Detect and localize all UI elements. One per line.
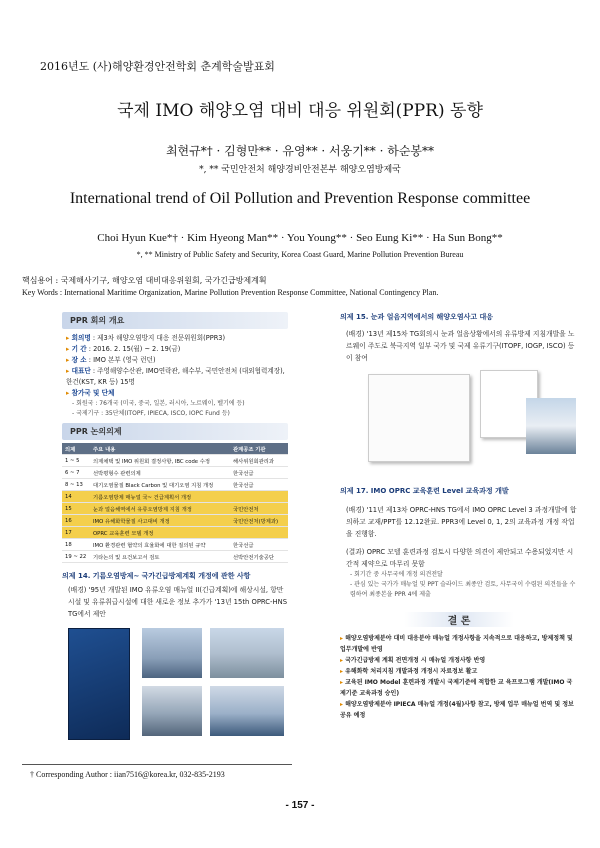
participants-list bbox=[62, 399, 288, 419]
agenda-cell-o: 국민안전처(방제과) bbox=[230, 515, 288, 527]
agenda-row bbox=[62, 479, 288, 491]
agenda-cell-no: 6 ~ 7 bbox=[62, 467, 90, 479]
overview-item-key: 기 간 bbox=[71, 345, 87, 353]
agenda-cell-c: 기타논의 및 요건보고서 검토 bbox=[90, 551, 230, 563]
overview-item-key: 대표단 bbox=[71, 367, 91, 375]
agenda14-title: 의제 14. 기름오염방제~ 국가긴급방제계획 개정에 관한 사항 bbox=[62, 572, 251, 580]
korean-affiliation: *, ** 국민안전처 해양경비안전본부 해양오염방제국 bbox=[199, 165, 401, 175]
overview-item-value: 주영해양수산관, IMO연락관, 해수부, 국민안전처 (대외협력계장), 한건(KST, KR 등) 15명 bbox=[66, 367, 285, 386]
agenda15-text: (배경) '13년 제15차 TG회의시 눈과 얼음상황에서의 유류방제 지침개발을 노르웨이 주도로 북극지역 일부 국가 및 국제 유류기구(ITOPF, IOGP, ISCO) 등이 참여 bbox=[346, 330, 575, 362]
overview-item: ▸ 참가국 및 단체 bbox=[66, 389, 115, 397]
agenda-cell-o bbox=[230, 491, 288, 503]
bullet-icon: ▸ bbox=[340, 635, 346, 642]
conclusion-item-text: 교육된 IMO Model 훈련과정 개발시 국제기준에 적합한 교 육프로그램 개발(IMO 국제기준 교육과정 승인) bbox=[340, 679, 573, 697]
agenda14-figures bbox=[62, 624, 288, 742]
participants-orgs: - 국제기구 : 35단체(ITOPF, IPIECA, ISCO, IOPC Fund 등) bbox=[72, 410, 230, 417]
conclusion-item bbox=[340, 655, 578, 666]
left-panel bbox=[62, 312, 288, 752]
overview-item-key: 참가국 및 단체 bbox=[71, 389, 115, 397]
overview-item: ▸ 기 간 : 2016. 2. 15(월) ~ 2. 19(금) bbox=[66, 345, 181, 353]
agenda-header-content: 주요 내용 bbox=[90, 443, 230, 455]
agenda-cell-o: 선박안전기술공단 bbox=[230, 551, 288, 563]
agenda-row bbox=[62, 515, 288, 527]
conclusion-item bbox=[340, 699, 578, 721]
agenda-cell-no: 17 bbox=[62, 527, 90, 539]
guideline-document-image bbox=[368, 374, 470, 462]
conclusion-item bbox=[340, 666, 578, 677]
overview-item: ▸ 대표단 : 주영해양수산관, IMO연락관, 해수부, 국민안전처 (대외협력계장), 한건(KST, KR 등) 15명 bbox=[66, 367, 285, 386]
right-panel bbox=[340, 312, 578, 752]
footnote-divider bbox=[22, 764, 292, 765]
ice-response-photo bbox=[526, 398, 576, 454]
agenda-cell-o: 해사위원회관리과 bbox=[230, 455, 288, 467]
agenda17-background: (배경) '11년 제13차 OPRC-HNS TG에서 IMO OPRC Level 3 과정개발에 합의하고 교재/PPT를 12.12완료. PPR3에 Level 0, 1, 2의 교육과정 개정 작업을 진행함. bbox=[346, 506, 577, 538]
manual-cover-image bbox=[68, 628, 130, 740]
agenda-title: PPR 논의의제 bbox=[62, 423, 288, 440]
tanks-photo bbox=[210, 628, 284, 678]
agenda-cell-no: 18 bbox=[62, 539, 90, 551]
overview-list bbox=[62, 333, 288, 399]
english-title: International trend of Oil Pollution and Prevention Response committee bbox=[69, 190, 531, 207]
conclusion-item-text: 해양오염방제분야 대비 대응분야 매뉴얼 개정사항을 지속적으로 대응하고, 방제정책 및 업무개발에 반영 bbox=[340, 635, 573, 653]
agenda17-sub-1: - 회기간 중 사무국에 개정 의견전달 bbox=[350, 571, 443, 578]
agenda17-result: (결과) OPRC 모델 훈련과정 검토시 다양한 의견이 제안되고 수용되었지만 시간적 제약으로 마무리 못함 bbox=[346, 548, 574, 568]
agenda-cell-no: 19 ~ 22 bbox=[62, 551, 90, 563]
overview-item: ▸ 회의명 : 제3차 해양오염방지 대응 전문위원회(PPR3) bbox=[66, 334, 226, 342]
korean-keywords: 핵심용어 : 국제해사기구, 해양오염 대비대응위원회, 국가긴급방제계획 bbox=[22, 276, 267, 285]
agenda-cell-no: 1 ~ 5 bbox=[62, 455, 90, 467]
agenda17-title: 의제 17. IMO OPRC 교육훈련 Level 교육과정 개발 bbox=[340, 487, 509, 495]
footnote: † Corresponding Author : iian7516@korea.kr, 032-835-2193 bbox=[30, 770, 225, 779]
agenda-cell-c: OPRC 교육훈련 모델 개정 bbox=[90, 527, 230, 539]
overview-item: ▸ 장 소 : IMO 본부 (영국 런던) bbox=[66, 356, 156, 364]
conference-header: 2016년도 (사)해양환경안전학회 춘계학술발표회 bbox=[40, 60, 275, 73]
bullet-icon: ▸ bbox=[340, 701, 346, 708]
agenda-row bbox=[62, 551, 288, 563]
agenda-row bbox=[62, 539, 288, 551]
bullet-icon: ▸ bbox=[340, 679, 346, 686]
agenda-cell-c: IMO 유해화학물질 사고대비 개정 bbox=[90, 515, 230, 527]
agenda-cell-o: 한국선급 bbox=[230, 467, 288, 479]
agenda-header-org: 관계공조 기관 bbox=[230, 443, 288, 455]
agenda-cell-c: 눈과 얼음해역에서 유류오염방제 지침 개정 bbox=[90, 503, 230, 515]
overview-item-value: 제3차 해양오염방지 대응 전문위원회(PPR3) bbox=[97, 334, 226, 342]
agenda-cell-no: 15 bbox=[62, 503, 90, 515]
conclusion-list bbox=[340, 633, 578, 721]
agenda14-text: (배경) '95년 개발된 IMO 유류오염 매뉴얼 II(긴급계획)에 해상시설, 항만시설 및 유류취급시설에 대한 새로운 정보 추가가 '13년 15th OPRC-HNS TG에서 제안 bbox=[68, 586, 288, 618]
overview-item-key: 회의명 bbox=[71, 334, 91, 342]
agenda15-figures bbox=[340, 370, 578, 466]
agenda-cell-o: 한국선급 bbox=[230, 479, 288, 491]
agenda-cell-o: 한국선급 bbox=[230, 539, 288, 551]
agenda-cell-no: 14 bbox=[62, 491, 90, 503]
conclusion-item bbox=[340, 633, 578, 655]
agenda-cell-no: 8 ~ 13 bbox=[62, 479, 90, 491]
agenda-row bbox=[62, 455, 288, 467]
refinery-photo bbox=[142, 686, 202, 736]
agenda-cell-c: IMO 환경관련 협약의 효율화에 대한 질의된 규약 bbox=[90, 539, 230, 551]
agenda-cell-c: 대기오염물질 Black Carbon 및 대기오염 지침 개정 bbox=[90, 479, 230, 491]
agenda-cell-c: 선박평형수 관련의제 bbox=[90, 467, 230, 479]
agenda-row bbox=[62, 503, 288, 515]
terminal-photo bbox=[142, 628, 202, 678]
korean-title: 국제 IMO 해양오염 대비 대응 위원회(PPR) 동향 bbox=[117, 101, 483, 121]
overview-item-key: 장 소 bbox=[71, 356, 87, 364]
english-affiliation: *, ** Ministry of Public Safety and Security, Korea Coast Guard, Marine Pollution Prevention Bureau bbox=[136, 250, 464, 259]
korean-authors: 최현규*† · 김형만** · 유영** · 서웅기** · 하순봉** bbox=[165, 144, 435, 158]
overview-item-value: 2016. 2. 15(월) ~ 2. 19(금) bbox=[93, 345, 181, 353]
agenda15-title: 의제 15. 눈과 얼음지역에서의 해양오염사고 대응 bbox=[340, 313, 494, 321]
agenda-cell-c: 기름오염방제 매뉴얼 국~ 건급계획서 개정 bbox=[90, 491, 230, 503]
agenda-cell-no: 16 bbox=[62, 515, 90, 527]
bullet-icon: ▸ bbox=[340, 668, 346, 675]
agenda-header-no: 의제 bbox=[62, 443, 90, 455]
english-keywords: Key Words : International Maritime Organization, Marine Pollution Prevention Response Committee, National Contingency Plan. bbox=[22, 288, 439, 297]
agenda-row bbox=[62, 467, 288, 479]
bullet-icon: ▸ bbox=[340, 657, 346, 664]
agenda-cell-o bbox=[230, 527, 288, 539]
conclusion-item bbox=[340, 677, 578, 699]
agenda-cell-c: 의제채택 및 IMO 위원회 결정사항, IBC code 수정 bbox=[90, 455, 230, 467]
conclusion-title: 결 론 bbox=[404, 612, 514, 627]
page-number: - 157 - bbox=[285, 800, 315, 811]
agenda-row bbox=[62, 491, 288, 503]
conclusion-item-text: 국가긴급방제 계획 전면개정 시 매뉴얼 개정사항 반영 bbox=[345, 657, 486, 664]
port-photo bbox=[210, 686, 284, 736]
overview-item-value: IMO 본부 (영국 런던) bbox=[93, 356, 156, 364]
conclusion-item-text: 유해화학 처리지침 개발과정 개정시 자료정보 활고 bbox=[345, 668, 478, 675]
agenda-table bbox=[62, 443, 288, 563]
conclusion-item-text: 해양오염방제분야 IPIECA 매뉴얼 개정(4월)사항 참고, 방제 업무 매뉴얼 번역 및 정보 공유 예정 bbox=[340, 701, 574, 719]
participants-members: - 회원국 : 76개국 (미국, 중국, 일본, 러시아, 노르웨이, 벨기에 등) bbox=[72, 400, 245, 407]
agenda-cell-o: 국민안전처 bbox=[230, 503, 288, 515]
agenda17-sub-2: - 관심 있는 국가가 매뉴얼 및 PPT 슬라이드 최종안 검토, 사무국이 수렴된 의견들을 수렴하여 최종본을 PPR 4에 제출 bbox=[350, 581, 576, 598]
agenda-row bbox=[62, 527, 288, 539]
overview-title: PPR 회의 개요 bbox=[62, 312, 288, 329]
english-authors: Choi Hyun Kue*† · Kim Hyeong Man** · You Young** · Seo Eung Ki** · Ha Sun Bong** bbox=[97, 232, 503, 244]
